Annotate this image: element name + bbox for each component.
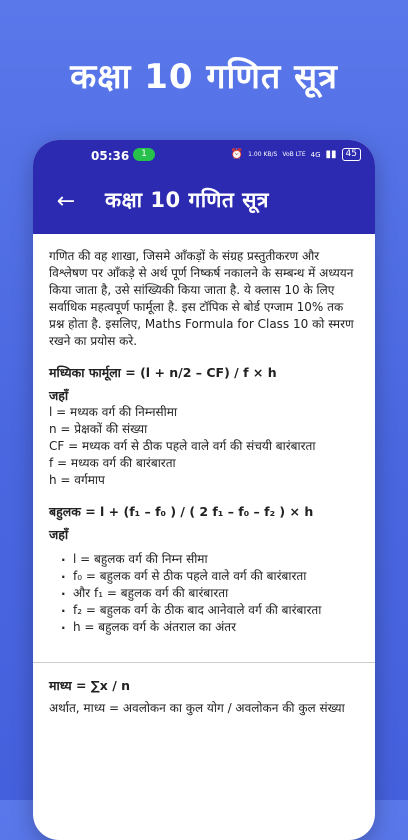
phone-frame [33, 140, 375, 840]
promo-title: कक्षा 10 गणित सूत्र [70, 57, 338, 97]
mode-formula: बहुलक = l + (f₁ – f₀ ) / ( 2 f₁ – f₀ – f₂ ) × h [49, 504, 314, 519]
status-bar [33, 140, 375, 170]
content-area[interactable] [33, 234, 375, 717]
hotspot-badge: 1 [133, 148, 155, 161]
signal-type: 4G [310, 150, 321, 159]
net-type: VoB LTE [282, 151, 306, 158]
list-item: . h = बहुलक वर्ग के अंतराल का अंतर [61, 619, 361, 636]
median-formula: मध्यिका फार्मूला = (l + n/2 – CF) / f × h [49, 365, 277, 380]
back-arrow-icon[interactable]: ← [56, 189, 76, 214]
battery-icon: 45 [342, 148, 361, 161]
mean-definition: अर्थात, माध्य = अवलोकन का कुल योग / अवलोकन की कुल संख्या [49, 701, 345, 715]
definition-line: l = मध्यक वर्ग की निम्नसीमा [49, 405, 178, 419]
signal-icon: ▮▮ [325, 149, 337, 160]
list-item: . l = बहुलक वर्ग की निम्न सीमा [61, 551, 361, 568]
mode-definitions [61, 551, 361, 636]
status-icons [231, 148, 361, 161]
mean-formula: माध्य = ∑x / n [49, 678, 131, 693]
app-bar [33, 170, 375, 234]
net-speed: 1.00 KB/S [248, 151, 278, 158]
list-item: . और f₁ = बहुलक वर्ग की बारंबारता [61, 585, 361, 602]
list-item: . f₂ = बहुलक वर्ग के ठीक बाद आनेवाले वर्ग की बारंबारता [61, 602, 361, 619]
median-definitions [49, 404, 361, 489]
where-heading: जहाँ [49, 388, 69, 403]
app-title: कक्षा 10 गणित सूत्र [105, 188, 269, 212]
definition-line: f = मध्यक वर्ग की बारंबारता [49, 456, 176, 470]
section-divider [33, 662, 375, 663]
definition-line: h = वर्गमाप [49, 473, 105, 487]
intro-paragraph: गणित की वह शाखा, जिसमे आँकड़ों के संग्रह प्रस्तुतीकरण और विश्लेषण पर आँकड़े से अर्थ पूर्ण निष्कर्ष नकालने के सम्बन्ध में अध्ययन किया जाता है, उसे सांख्यिकी किया जाता है. ये क्लास 10 के लिए सर्वाधिक महत्वपूर्ण फार्मूला है. इस टॉपिक से बोर्ड एग्जाम 10% तक प्रश्न होता है. इसलिए, Maths Formula for Class 10 को स्मरण रखने का प्रयोस करे. [49, 249, 354, 348]
status-time: 05:36 [91, 149, 130, 163]
list-item: . f₀ = बहुलक वर्ग से ठीक पहले वाले वर्ग की बारंबारता [61, 568, 361, 585]
definition-line: n = प्रेक्षकों की संख्या [49, 422, 148, 436]
definition-line: CF = मध्यक वर्ग से ठीक पहले वाले वर्ग की संचयी बारंबारता [49, 439, 316, 453]
where-heading: जहाँ [49, 527, 69, 542]
alarm-icon: ⏰ [230, 149, 244, 160]
